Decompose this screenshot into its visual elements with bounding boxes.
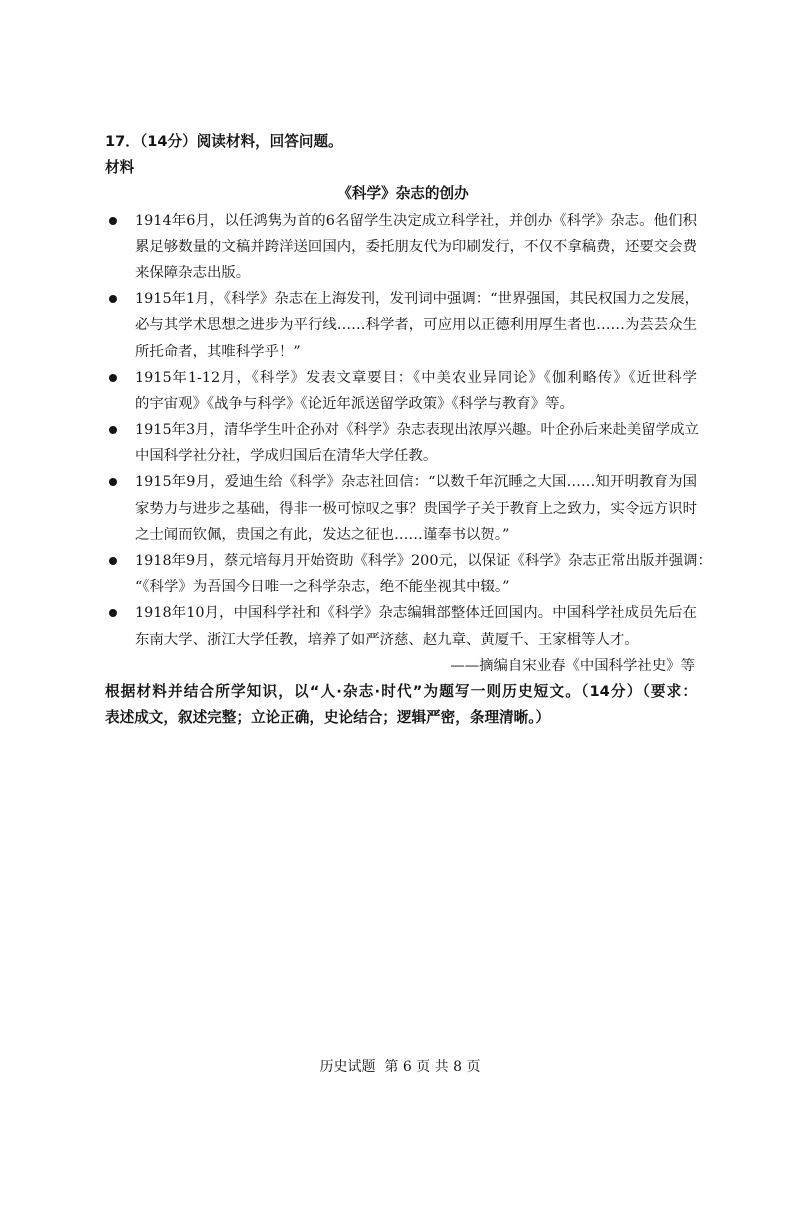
list-item-line: 之士闻而钦佩，贵国之有此，发达之征也……谨奉书以贺。” [135,526,510,543]
bullet-icon [109,426,117,434]
list-item-line: 东南大学、浙江大学任教，培养了如严济慈、赵九章、黄厦千、王家楫等人才。 [135,631,639,648]
material-source: ——摘编自宋业春《中国科学社史》等 [450,657,695,674]
bullet-icon [109,557,117,565]
bullet-icon [109,609,117,617]
material-list [105,208,712,653]
question-prompt-line: 表述成文，叙述完整；立论正确，史论结合；逻辑严密，条理清晰。） [105,709,551,727]
question-17 [105,129,712,731]
list-item [105,469,697,548]
list-item-line: 来保障杂志出版。 [135,264,251,281]
list-item-line: 1914年6月，以任鸿隽为首的6名留学生决定成立科学社，并创办《科学》杂志。他们积 [135,212,697,229]
list-item-line: “《科学》为吾国今日唯一之科学杂志，绝不能坐视其中辍。” [135,579,510,596]
question-header: 17．（14分）阅读材料，回答问题。 [105,133,343,150]
list-item-line: 累足够数量的文稿并跨洋送回国内，委托朋友代为印刷发行，不仅不拿稿费，还要交会费 [135,238,697,255]
question-prompt-line: 根据材料并结合所学知识，以“人·杂志·时代”为题写一则历史短文。（14分）（要求： [105,682,697,700]
material-title: 《科学》杂志的创办 [337,185,469,203]
bullet-icon [109,374,117,382]
list-item-line: 1915年1月，《科学》杂志在上海发刊，发刊词中强调：“世界强国，其民权国力之发展， [135,291,700,308]
list-item-line: 1915年3月，清华学生叶企孙对《科学》杂志表现出浓厚兴趣。叶企孙后来赴美留学成立 [135,422,699,439]
question-prompt [105,679,697,731]
list-item-line: 必与其学术思想之进步为平行线……科学者，可应用以正德利用厚生者也……为芸芸众生 [135,317,697,334]
list-item-line: 所托命者，其唯科学乎！” [135,343,301,360]
list-item [105,208,697,287]
list-item [105,417,697,469]
bullet-icon [109,478,117,486]
list-item-line: 家势力与进步之基础，得非一极可惊叹之事？贵国学子关于教育上之致力，实令远方识时 [135,500,697,517]
list-item-line: 1918年10月，中国科学社和《科学》杂志编辑部整体迁回国内。中国科学社成员先后在 [135,605,697,622]
list-item-line: 的宇宙观》《战争与科学》《论近年派送留学政策》《科学与教育》等。 [135,395,574,412]
page-footer: 历史试题 第 6 页 共 8 页 [319,1059,481,1075]
material-label: 材料 [105,159,135,177]
list-item [105,600,697,652]
list-item-line: 1915年9月，爱迪生给《科学》杂志社回信：“以数千年沉睡之大国……知开明教育为国 [135,474,697,491]
list-item-line: 1918年9月，蔡元培每月开始资助《科学》200元，以保证《科学》杂志正常出版并强调： [135,553,712,569]
list-item-line: 1915年1-12月，《科学》发表文章要目：《中美农业异同论》《伽利略传》《近世科学 [135,369,697,386]
bullet-icon [109,217,117,225]
list-item [105,365,697,417]
list-item [105,548,712,600]
list-item-line: 中国科学社分社，学成归国后在清华大学任教。 [135,448,438,465]
bullet-icon [109,295,117,303]
list-item [105,286,700,365]
